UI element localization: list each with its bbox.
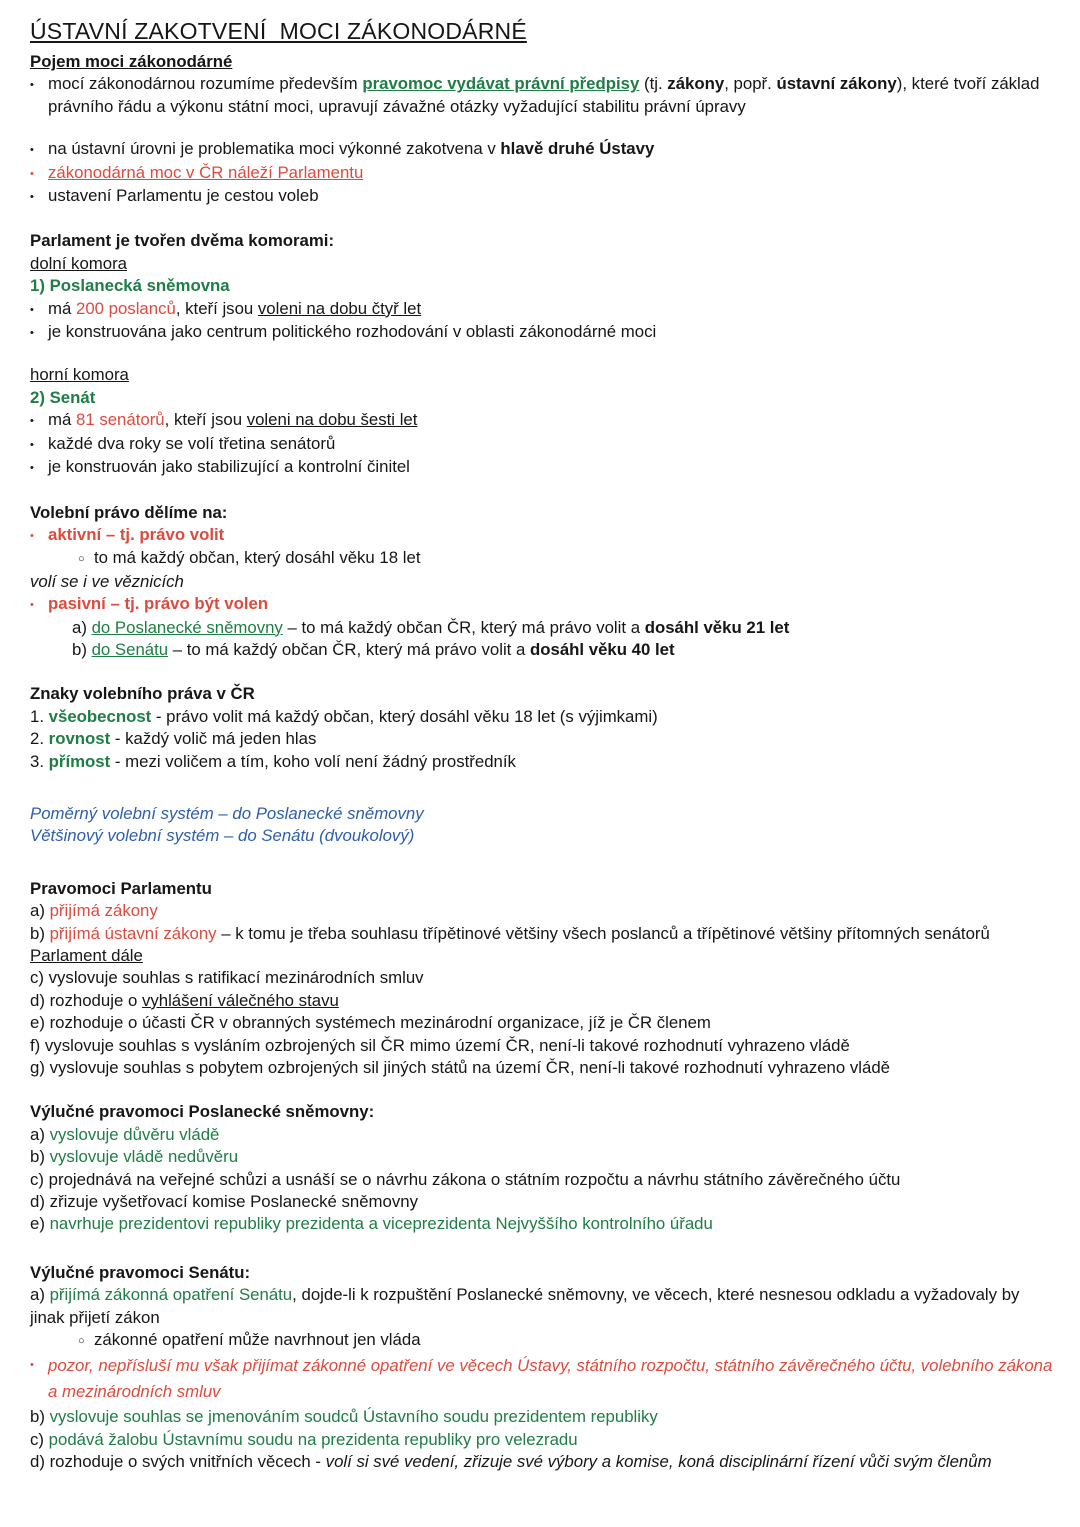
note-line (30, 803, 1054, 825)
spacer (30, 773, 1054, 803)
bullet-text (48, 409, 1054, 432)
bullet-text (48, 298, 1054, 321)
text-segment: 1. (30, 706, 49, 726)
text-segment: , kteří jsou (175, 298, 258, 318)
text-segment: , popř. (724, 74, 777, 94)
bullet-marker-icon: • (30, 79, 34, 92)
text-segment: do Poslanecké sněmovny (91, 617, 283, 637)
text-segment: dosáhl věku 40 let (530, 639, 675, 659)
spacer (30, 848, 1054, 878)
bullet-item (30, 185, 1054, 208)
text-segment: 3. (30, 751, 49, 771)
text-segment: všeobecnost (48, 706, 152, 726)
lettered-item (30, 1284, 1054, 1329)
section-heading (30, 502, 1054, 524)
sub-heading (30, 253, 1054, 275)
text-segment: voleni na dobu šesti let (246, 410, 418, 430)
bullet-marker-icon: • (30, 303, 34, 316)
circle-marker-icon: ○ (78, 553, 85, 566)
bullet-marker-icon: • (30, 191, 34, 204)
sub-bullet-item (78, 1329, 1054, 1352)
spacer (30, 1079, 1054, 1101)
circle-marker-icon: ○ (78, 1335, 85, 1348)
section-heading (30, 1101, 1054, 1123)
text-segment: to má každý občan, který dosáhl věku 18 let (94, 548, 421, 568)
spacer (30, 208, 1054, 230)
bullet-item (30, 73, 1054, 118)
section-heading (30, 230, 1054, 252)
text-segment: je konstruována jako centrum politického rozhodování v oblasti zákonodárné moci (48, 322, 657, 342)
text-segment: g) vyslovuje souhlas s pobytem ozbrojených sil jiných států na území ČR, není-li takové rozhodnutí vyhrazeno vládě (30, 1058, 891, 1078)
spacer (30, 480, 1054, 502)
lettered-item (30, 990, 1054, 1012)
text-segment: 2. (30, 729, 49, 749)
lettered-item (30, 1124, 1054, 1146)
text-segment: má (48, 298, 76, 318)
text-segment: - mezi voličem a tím, koho volí není žádný prostředník (110, 751, 516, 771)
text-segment: dosáhl věku 21 let (644, 617, 790, 637)
text-segment: 81 senátorů (75, 410, 165, 430)
lettered-item (72, 639, 1054, 661)
text-segment: Pravomoci Parlamentu (30, 878, 212, 898)
section-heading (30, 683, 1054, 705)
text-segment: podává žalobu Ústavnímu soudu na prezidenta republiky pro velezradu (48, 1429, 578, 1449)
lettered-item (30, 900, 1054, 922)
sub-heading (30, 387, 1054, 409)
text-segment: d) rozhoduje o svých vnitřních věcech - (30, 1451, 326, 1471)
section-heading (30, 1262, 1054, 1284)
note-line (30, 825, 1054, 847)
text-segment: c) (30, 1429, 49, 1449)
text-segment: – k tomu je třeba souhlasu třípětinové většiny všech poslanců a třípětinové většiny přítomných senátorů (216, 923, 990, 943)
text-segment: vyhlášení válečného stavu (141, 990, 339, 1010)
bullet-marker-icon: • (30, 529, 34, 542)
lettered-item (72, 617, 1054, 639)
bullet-item (30, 409, 1054, 432)
text-segment: – to má každý občan ČR, který má právo volit a (168, 639, 530, 659)
text-segment: c) vyslovuje souhlas s ratifikací mezinárodních smluv (30, 968, 424, 988)
note-line (30, 571, 1054, 593)
bullet-item (30, 162, 1054, 185)
text-segment: a) (72, 617, 92, 637)
text-segment: navrhuje prezidentovi republiky prezidenta a viceprezidenta Nejvyššího kontrolního úřadu (49, 1214, 713, 1234)
text-segment: c) projednává na veřejné schůzi a usnáší se o návrhu zákona o státním rozpočtu a návrhu státního závěrečného účtu (30, 1169, 901, 1189)
text-segment: a) (30, 1124, 50, 1144)
text-segment: ), které tvoří základ právního řádu a výkonu státní moci, upravují závažné otázky vyžadující stabilitu právní úpravy (48, 74, 1045, 116)
text-segment: (tj. (639, 74, 668, 94)
section-heading (30, 51, 1054, 73)
text-segment: d) zřizuje vyšetřovací komise Poslanecké sněmovny (30, 1192, 418, 1212)
text-segment: Parlament je tvořen dvěma komorami: (30, 231, 335, 251)
lettered-item (30, 1012, 1054, 1034)
lettered-item (30, 1057, 1054, 1079)
spacer (30, 118, 1054, 138)
bullet-item (30, 456, 1054, 479)
text-segment: Znaky volebního práva v ČR (30, 684, 255, 704)
text-segment: přijímá zákonná opatření Senátu (49, 1285, 293, 1305)
text-segment: na ústavní úrovni je problematika moci výkonné zakotvena v (48, 139, 501, 159)
text-segment: b) (30, 1407, 50, 1427)
text-segment: ústavní zákony (776, 74, 897, 94)
lettered-item (30, 1451, 1054, 1473)
section-heading (30, 878, 1054, 900)
text-segment: , dojde-li k rozpuštění Poslanecké sněmovny, ve věcech, které nesnesou odkladu a vyžadovaly by jinak přijetí zákon (30, 1285, 1025, 1327)
text-segment: hlavě druhé Ústavy (500, 139, 655, 159)
bullet-item (30, 298, 1054, 321)
text-segment: zákonné opatření může navrhnout jen vláda (94, 1330, 421, 1350)
text-segment: zákony (667, 74, 725, 94)
spacer (30, 661, 1054, 683)
text-segment: má (48, 410, 76, 430)
bullet-text (94, 1329, 1054, 1352)
lettered-item (30, 1406, 1054, 1428)
text-segment: voleni na dobu čtyř let (257, 298, 422, 318)
bullet-text (48, 1353, 1057, 1407)
text-segment: horní komora (30, 365, 129, 385)
text-segment: Výlučné pravomoci Poslanecké sněmovny: (30, 1102, 375, 1122)
text-segment: e) (30, 1214, 50, 1234)
text-segment: Parlament dále (30, 946, 143, 965)
text-segment: zákonodárná moc v ČR náleží Parlamentu (48, 162, 364, 182)
bullet-text (48, 321, 1054, 344)
bullet-marker-icon: • (30, 462, 34, 475)
bullet-text (48, 162, 1054, 185)
bullet-item (30, 1353, 1057, 1407)
sub-bullet-item (78, 547, 1054, 570)
lettered-item (30, 1191, 1054, 1213)
text-segment: do Senátu (91, 639, 169, 659)
text-segment: b) (30, 1147, 50, 1167)
bullet-text (48, 524, 1054, 547)
text-segment: d) rozhoduje o (30, 990, 142, 1010)
page-title (30, 16, 1054, 46)
text-segment: , kteří jsou (164, 410, 247, 430)
text-segment: b) (30, 923, 50, 943)
text-segment: Pojem moci zákonodárné (30, 52, 233, 71)
text-segment: přímost (48, 751, 111, 771)
bullet-text (48, 456, 1054, 479)
lettered-item (30, 1429, 1054, 1451)
sub-heading (30, 364, 1054, 386)
text-segment: vyslovuje důvěru vládě (49, 1124, 220, 1144)
lettered-item (30, 1146, 1054, 1168)
text-segment: je konstruován jako stabilizující a kontrolní činitel (48, 457, 410, 477)
text-segment: aktivní – tj. právo volit (48, 524, 225, 544)
text-segment: pravomoc vydávat právní předpisy (362, 74, 640, 94)
text-segment: a) (30, 1285, 50, 1305)
text-segment: - právo volit má každý občan, který dosáhl věku 18 let (s výjimkami) (151, 706, 658, 726)
lettered-item (30, 1035, 1054, 1057)
bullet-text (48, 433, 1054, 456)
bullet-text (48, 185, 1054, 208)
bullet-item (30, 593, 1054, 616)
bullet-marker-icon: • (30, 144, 34, 157)
spacer (30, 344, 1054, 364)
text-segment: ÚSTAVNÍ ZAKOTVENÍ MOCI ZÁKONODÁRNÉ (30, 18, 527, 44)
text-segment: pasivní – tj. právo být volen (48, 594, 269, 614)
text-segment: Většinový volební systém – do Senátu (dvoukolový) (30, 826, 415, 846)
sub-heading (30, 945, 1054, 967)
text-segment: vyslovuje souhlas se jmenováním soudců Ústavního soudu prezidentem republiky (49, 1407, 658, 1427)
bullet-marker-icon: • (30, 599, 34, 612)
text-segment: přijímá ústavní zákony (49, 923, 217, 943)
bullet-marker-icon: • (30, 167, 34, 180)
lettered-item (30, 1213, 1054, 1235)
lettered-item (30, 967, 1054, 989)
text-segment: – to má každý občan ČR, který má právo volit a (282, 617, 645, 637)
text-segment: volí si své vedení, zřizuje své výbory a komise, koná disciplinární řízení vůči svým členům (325, 1451, 992, 1471)
numbered-item (30, 728, 1054, 750)
document-content (30, 16, 1057, 1473)
bullet-marker-icon: • (30, 1358, 34, 1371)
numbered-item (30, 751, 1054, 773)
text-segment: ustavení Parlamentu je cestou voleb (48, 186, 319, 206)
numbered-item (30, 706, 1054, 728)
text-segment: b) (72, 639, 92, 659)
text-segment: rovnost (48, 729, 111, 749)
bullet-text (48, 593, 1054, 616)
spacer (30, 1236, 1054, 1262)
lettered-item (30, 923, 1054, 945)
text-segment: každé dva roky se volí třetina senátorů (48, 433, 336, 453)
text-segment: 2) Senát (30, 387, 96, 407)
lettered-item (30, 1169, 1054, 1191)
text-segment: vyslovuje vládě nedůvěru (49, 1147, 239, 1167)
bullet-text (48, 138, 1054, 161)
bullet-marker-icon: • (30, 438, 34, 451)
text-segment: Výlučné pravomoci Senátu: (30, 1262, 251, 1282)
text-segment: a) (30, 901, 50, 921)
text-segment: dolní komora (30, 253, 128, 273)
bullet-text (94, 547, 1054, 570)
text-segment: mocí zákonodárnou rozumíme především (48, 74, 363, 94)
text-segment: 200 poslanců (75, 298, 176, 318)
text-segment: Poměrný volební systém – do Poslanecké sněmovny (30, 803, 424, 823)
text-segment: e) rozhoduje o účasti ČR v obranných systémech mezinárodní organizace, jíž je ČR členem (30, 1013, 711, 1033)
text-segment: přijímá zákony (49, 901, 158, 921)
text-segment: pozor, nepřísluší mu však přijímat zákonné opatření ve věcech Ústavy, státního rozpočtu, státního závěrečného účtu, volebního zákona a mezinárodních smluv (48, 1355, 1057, 1402)
bullet-marker-icon: • (30, 327, 34, 340)
bullet-item (30, 138, 1054, 161)
sub-heading (30, 275, 1054, 297)
text-segment: Volební právo dělíme na: (30, 502, 228, 522)
text-segment: 1) Poslanecká sněmovna (30, 276, 230, 296)
bullet-item (30, 524, 1054, 547)
bullet-marker-icon: • (30, 415, 34, 428)
bullet-item (30, 321, 1054, 344)
bullet-item (30, 433, 1054, 456)
bullet-text (48, 73, 1054, 118)
text-segment: f) vyslovuje souhlas s vysláním ozbrojených sil ČR mimo území ČR, není-li takové rozhodnutí vyhrazeno vládě (30, 1035, 850, 1055)
text-segment: - každý volič má jeden hlas (110, 729, 317, 749)
text-segment: volí se i ve věznicích (30, 571, 184, 591)
